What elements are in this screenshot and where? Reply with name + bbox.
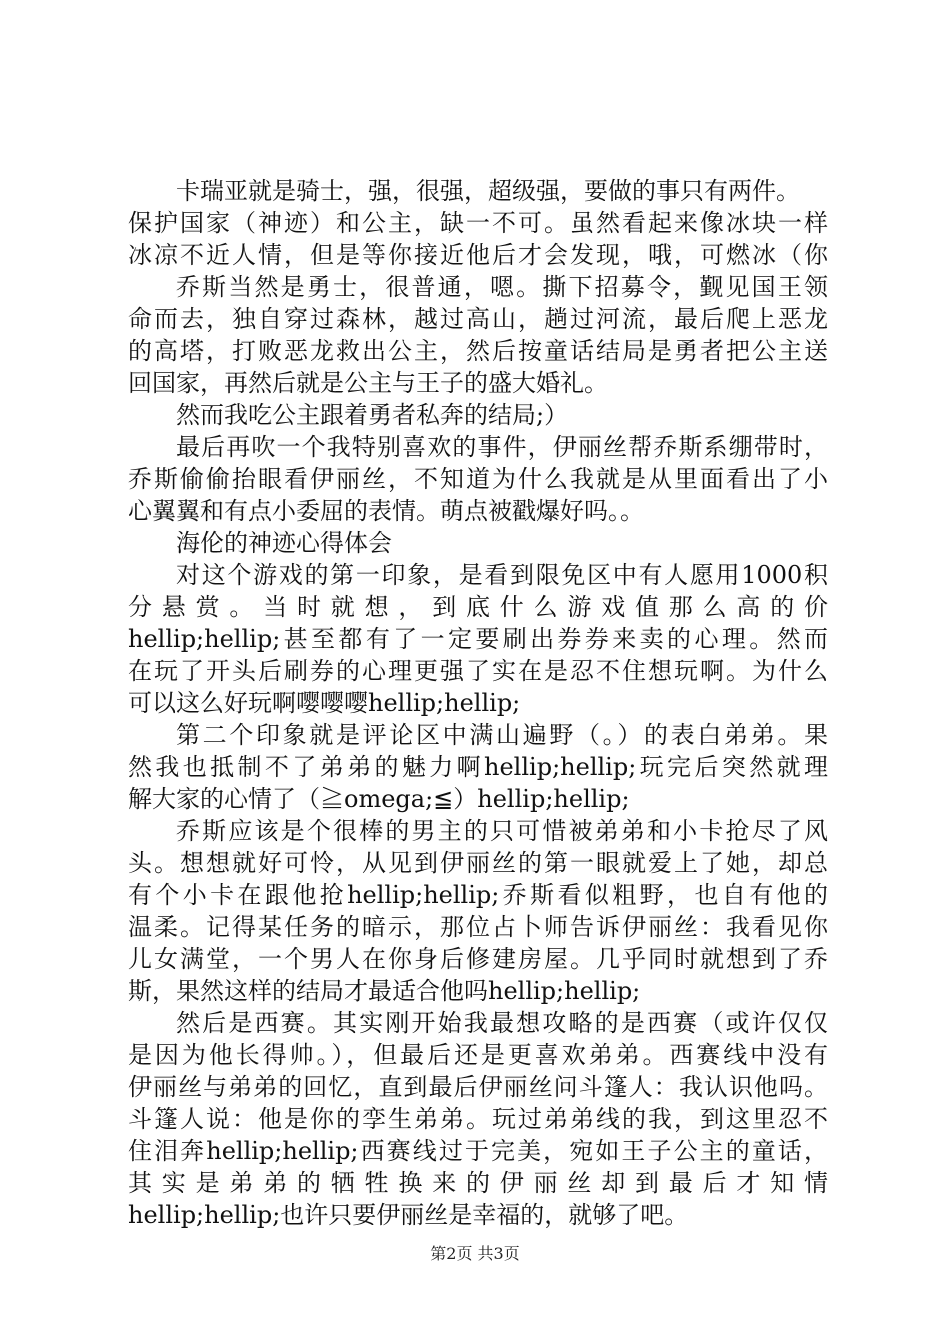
text-line: 乔斯当然是勇士，很普通，嗯。撕下招募令，觐见国王领 [176,273,828,301]
text-line: 然后是西赛。其实刚开始我最想攻略的是西赛（或许仅仅 [176,1009,828,1037]
page-number-footer: 第2页 共3页 [430,1244,520,1263]
document-body [128,175,828,1231]
text-line: 在玩了开头后刷券的心理更强了实在是忍不住想玩啊。为什么 [128,657,828,685]
text-line: 其实是弟弟的牺牲换来的伊丽丝却到最后才知情 [128,1169,828,1197]
text-line: 解大家的心情了（≧omega;≦）hellip;hellip; [128,785,630,813]
text-line: 回国家，再然后就是公主与王子的盛大婚礼。 [128,369,608,397]
text-line: 最后再吹一个我特别喜欢的事件，伊丽丝帮乔斯系绷带时， [176,433,828,461]
text-line: 乔斯偷偷抬眼看伊丽丝，不知道为什么我就是从里面看出了小 [128,465,828,493]
text-line: 是因为他长得帅。），但最后还是更喜欢弟弟。西赛线中没有 [128,1041,828,1069]
text-line: hellip;hellip;也许只要伊丽丝是幸福的，就够了吧。 [128,1201,689,1229]
text-line: 伊丽丝与弟弟的回忆，直到最后伊丽丝问斗篷人：我认识他吗。 [128,1073,828,1101]
text-line: 冰凉不近人情，但是等你接近他后才会发现，哦，可燃冰（你 [128,241,828,269]
text-line: 卡瑞亚就是骑士，强，很强，超级强，要做的事只有两件。 [176,177,800,205]
text-line: 然我也抵制不了弟弟的魅力啊hellip;hellip;玩完后突然就理 [128,753,828,781]
text-line: 分悬赏。当时就想，到底什么游戏值那么高的价 [128,593,828,621]
text-line: 然而我吃公主跟着勇者私奔的结局;） [176,401,569,429]
text-line: 的高塔，打败恶龙救出公主，然后按童话结局是勇者把公主送 [128,337,828,365]
text-line: 可以这么好玩啊嘤嘤嘤hellip;hellip; [128,689,521,717]
text-line: 乔斯应该是个很棒的男主的只可惜被弟弟和小卡抢尽了风 [176,817,828,845]
text-line: 对这个游戏的第一印象，是看到限免区中有人愿用1000积 [176,561,828,589]
text-line: 儿女满堂，一个男人在你身后修建房屋。几乎同时就想到了乔 [128,945,828,973]
text-line: hellip;hellip;甚至都有了一定要刷出券券来卖的心理。然而 [128,625,828,653]
section-heading: 海伦的神迹心得体会 [176,529,392,557]
text-line: 斗篷人说：他是你的孪生弟弟。玩过弟弟线的我，到这里忍不 [128,1105,828,1133]
text-line: 心翼翼和有点小委屈的表情。萌点被戳爆好吗。。 [128,497,644,525]
text-line: 住泪奔hellip;hellip;西赛线过于完美，宛如王子公主的童话， [128,1137,828,1165]
text-line: 命而去，独自穿过森林，越过高山，趟过河流，最后爬上恶龙 [128,305,828,333]
text-line: 头。想想就好可怜，从见到伊丽丝的第一眼就爱上了她，却总 [128,849,828,877]
text-line: 有个小卡在跟他抢hellip;hellip;乔斯看似粗野，也自有他的 [128,881,828,909]
text-line: 第二个印象就是评论区中满山遍野（。）的表白弟弟。果 [176,721,828,749]
text-line: 斯，果然这样的结局才最适合他吗hellip;hellip; [128,977,641,1005]
text-line: 保护国家（神迹）和公主，缺一不可。虽然看起来像冰块一样 [128,209,828,237]
text-line: 温柔。记得某任务的暗示，那位占卜师告诉伊丽丝：我看见你 [128,913,828,941]
